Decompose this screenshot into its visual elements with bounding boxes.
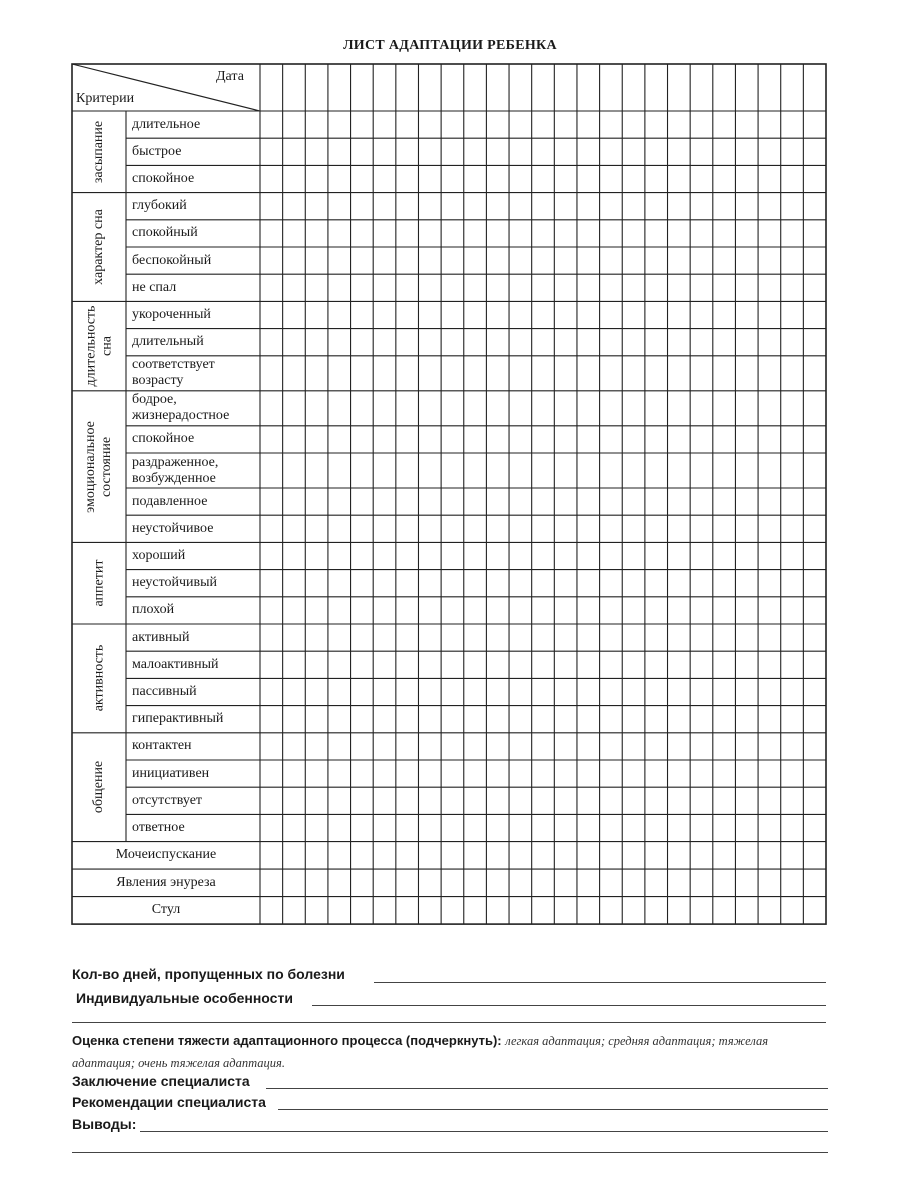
criteria-group-text: активность <box>91 645 107 712</box>
criteria-group-label <box>72 193 126 302</box>
assessment-label: Оценка степени тяжести адаптационного процесса (подчеркнуть): <box>72 1033 502 1048</box>
criterion-label: не спал <box>132 279 177 295</box>
criterion-label: соответствует возрасту <box>132 357 215 389</box>
criterion-label: длительный <box>132 334 204 350</box>
criterion-label: малоактивный <box>132 656 219 672</box>
sick-days-line[interactable] <box>374 982 826 983</box>
header-date-label: Дата <box>216 69 244 84</box>
criterion-label: неустойчивый <box>132 575 218 591</box>
criterion-label: контактен <box>132 738 192 754</box>
criterion-label: длительное <box>132 116 201 132</box>
criterion-label: спокойное <box>132 170 195 186</box>
criterion-label: подавленное <box>132 493 208 509</box>
individual-features-line[interactable] <box>312 1005 826 1006</box>
criteria-group-label <box>72 624 126 733</box>
header-criteria-label: Критерии <box>76 91 135 106</box>
findings-line-2[interactable] <box>72 1152 828 1153</box>
criteria-group-text: аппетит <box>91 559 106 607</box>
assessment-options[interactable]: легкая адаптация; средняя адаптация; тяжелая адаптация; очень тяжелая адаптация. <box>72 1034 769 1070</box>
summary-row-label: Стул <box>151 902 181 918</box>
criterion-label: спокойное <box>132 431 195 447</box>
summary-row-label: Явления энуреза <box>116 874 216 890</box>
criterion-label: хороший <box>132 547 186 563</box>
criteria-group-text: общение <box>90 761 106 814</box>
criterion-label: ответное <box>132 819 185 835</box>
recommendations-label: Рекомендации специалиста <box>72 1094 266 1110</box>
criterion-label: гиперактивный <box>132 711 224 727</box>
criterion-label: неустойчивое <box>132 520 214 536</box>
sick-days-label: Кол-во дней, пропущенных по болезни <box>72 966 345 982</box>
criteria-group-text: эмоциональное состояние <box>83 420 114 513</box>
criteria-group-label <box>72 111 126 193</box>
summary-row-label: Мочеиспускание <box>115 847 217 863</box>
criteria-group-text: характер сна <box>91 209 106 285</box>
recommendations-line[interactable] <box>278 1109 828 1110</box>
individual-features-line-2[interactable] <box>72 1022 826 1023</box>
criteria-group-label <box>72 542 126 624</box>
criteria-group-text: длительность сна <box>83 305 114 387</box>
criteria-group-label <box>72 391 126 543</box>
criterion-label: плохой <box>132 602 175 618</box>
criteria-group-text: засыпание <box>91 120 106 183</box>
criterion-label: беспокойный <box>132 252 212 268</box>
criterion-label: глубокий <box>132 198 187 214</box>
criterion-label: пассивный <box>132 683 197 699</box>
findings-label: Выводы: <box>72 1116 137 1132</box>
criterion-label: укороченный <box>132 306 211 322</box>
conclusion-label: Заключение специалиста <box>72 1073 250 1089</box>
page-title: ЛИСТ АДАПТАЦИИ РЕБЕНКА <box>343 38 557 53</box>
findings-line[interactable] <box>140 1131 828 1132</box>
criterion-label: инициативен <box>132 765 210 781</box>
individual-features-label: Индивидуальные особенности <box>76 990 293 1006</box>
criteria-group-label <box>72 733 126 842</box>
criterion-label: бодрое, жизнерадостное <box>132 392 230 424</box>
criterion-label: раздраженное, возбужденное <box>132 454 219 486</box>
criteria-group-label <box>72 301 126 390</box>
criterion-label: отсутствует <box>132 792 203 808</box>
conclusion-line[interactable] <box>266 1088 828 1089</box>
criterion-label: активный <box>132 629 190 645</box>
criterion-label: быстрое <box>132 143 182 159</box>
criterion-label: спокойный <box>132 225 198 241</box>
assessment-block <box>72 1030 828 1074</box>
